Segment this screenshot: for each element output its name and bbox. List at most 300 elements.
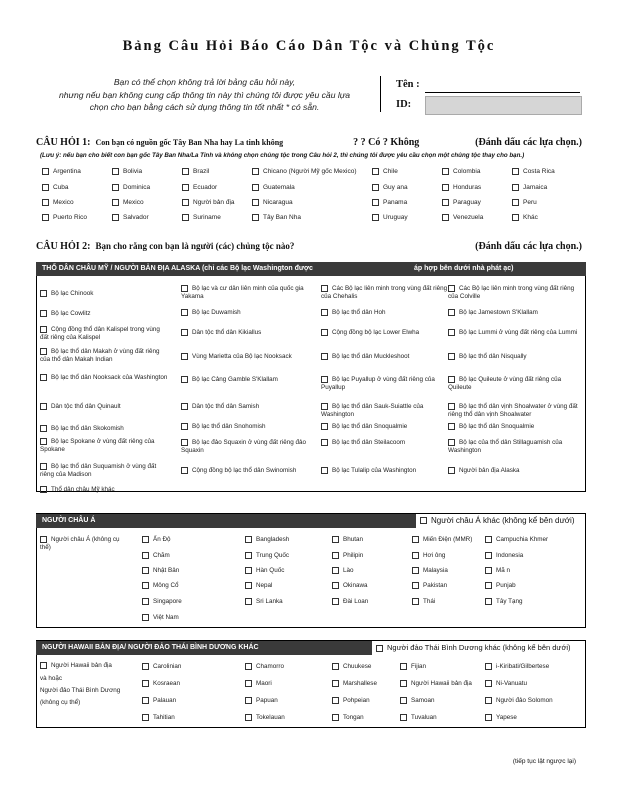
- asian-option-label: Việt Nam: [153, 614, 179, 622]
- asian-option[interactable]: [142, 582, 232, 590]
- asian-unspecified-label: Người châu Á (không cụ thể): [40, 536, 120, 552]
- hispanic-option[interactable]: [372, 168, 398, 175]
- asian-option[interactable]: [245, 552, 335, 560]
- asian-other-label: Người châu Á khác (không kể bên dưới): [431, 516, 575, 525]
- checkbox[interactable]: [181, 403, 188, 410]
- hispanic-option[interactable]: [372, 184, 408, 191]
- checkbox[interactable]: [181, 329, 188, 336]
- checkbox[interactable]: [321, 376, 328, 383]
- native-option[interactable]: [40, 310, 170, 318]
- native-option-label: Cộng đồng bộ lạc Lower Elwha: [332, 329, 420, 337]
- checkbox[interactable]: [42, 168, 49, 175]
- checkbox[interactable]: [245, 680, 252, 687]
- checkbox[interactable]: [420, 517, 427, 524]
- checkbox[interactable]: [412, 552, 419, 559]
- native-option-label: Bộ lạc Tulalip của Washington: [332, 467, 417, 475]
- native-option[interactable]: [448, 439, 578, 455]
- hispanic-option[interactable]: [112, 214, 149, 221]
- asian-option[interactable]: [142, 536, 232, 544]
- hispanic-option[interactable]: [112, 199, 144, 206]
- pacific-option[interactable]: [485, 697, 585, 705]
- checkbox[interactable]: [142, 697, 149, 704]
- native-option[interactable]: [321, 467, 451, 475]
- hispanic-option[interactable]: [512, 214, 538, 221]
- pacific-option-label: Maori: [256, 680, 272, 688]
- checkbox[interactable]: [40, 310, 47, 317]
- checkbox[interactable]: [182, 199, 189, 206]
- native-option[interactable]: [181, 439, 311, 455]
- native-option-label: Bộ lạc thổ dân Nooksack của Washington: [51, 374, 168, 382]
- native-option[interactable]: [40, 425, 170, 433]
- checkbox[interactable]: [40, 374, 47, 381]
- checkbox[interactable]: [321, 309, 328, 316]
- checkbox[interactable]: [512, 184, 519, 191]
- asian-unspecified[interactable]: [40, 536, 130, 552]
- checkbox[interactable]: [40, 662, 47, 669]
- hispanic-option-label: Colombia: [453, 168, 481, 176]
- native-option[interactable]: [321, 439, 451, 447]
- checkbox[interactable]: [442, 214, 449, 221]
- asian-option[interactable]: [245, 567, 335, 575]
- native-option-label: Dân tộc thổ dân Quinault: [51, 403, 121, 411]
- checkbox[interactable]: [42, 214, 49, 221]
- checkbox[interactable]: [400, 663, 407, 670]
- checkbox[interactable]: [142, 567, 149, 574]
- checkbox[interactable]: [321, 439, 328, 446]
- checkbox[interactable]: [142, 598, 149, 605]
- asian-option-label: Sri Lanka: [256, 598, 283, 606]
- checkbox[interactable]: [181, 353, 188, 360]
- pacific-option-label: Fijian: [411, 663, 427, 671]
- question-1-label: CÂU HỎI 1:: [36, 137, 91, 148]
- pacific-option[interactable]: [245, 714, 345, 722]
- checkbox[interactable]: [332, 598, 339, 605]
- asian-option[interactable]: [245, 582, 335, 590]
- hispanic-option-label: Bolivia: [123, 168, 143, 176]
- native-header-note: áp hợp bên dưới nhà phát ạc): [414, 265, 514, 272]
- checkbox[interactable]: [245, 697, 252, 704]
- checkbox[interactable]: [485, 598, 492, 605]
- checkbox[interactable]: [252, 214, 259, 221]
- pacific-option[interactable]: [485, 663, 585, 671]
- native-option-label: Bộ lạc của thổ dân Stillaguamish của Washington: [448, 439, 563, 455]
- checkbox[interactable]: [332, 680, 339, 687]
- hispanic-option-label: Chicano (Người Mỹ gốc Mexico): [263, 168, 357, 176]
- checkbox[interactable]: [181, 467, 188, 474]
- checkbox[interactable]: [182, 168, 189, 175]
- intro-line: nhưng nếu bạn không cung cấp thông tin này thì chúng tôi được yêu cầu lựa: [58, 89, 350, 100]
- native-option[interactable]: [40, 403, 170, 411]
- checkbox[interactable]: [376, 645, 383, 652]
- hispanic-option[interactable]: [252, 199, 293, 206]
- checkbox[interactable]: [245, 552, 252, 559]
- native-option-label: Bộ lạc đảo Squaxin ở vùng đất riêng đảo Squaxin: [181, 439, 307, 455]
- checkbox[interactable]: [181, 285, 188, 292]
- checkbox[interactable]: [245, 663, 252, 670]
- native-option[interactable]: [448, 309, 578, 317]
- asian-option-label: Okinawa: [343, 582, 368, 590]
- checkbox[interactable]: [448, 309, 455, 316]
- checkbox[interactable]: [245, 582, 252, 589]
- checkbox[interactable]: [442, 168, 449, 175]
- checkbox[interactable]: [142, 663, 149, 670]
- hispanic-option[interactable]: [112, 168, 142, 175]
- checkbox[interactable]: [40, 438, 47, 445]
- pacific-other-label: Người đảo Thái Bình Dương khác (không kể bên dưới): [387, 643, 571, 652]
- intro-line: chọn cho bạn bằng cách sử dụng thông tin tốt nhất * có sẵn.: [89, 102, 320, 112]
- asian-option[interactable]: [142, 614, 232, 622]
- question-1-header: [36, 137, 582, 148]
- checkbox[interactable]: [442, 184, 449, 191]
- hispanic-option-label: Cuba: [53, 184, 69, 192]
- native-option[interactable]: [321, 309, 451, 317]
- pacific-option-label: Samoan: [411, 697, 435, 705]
- checkbox[interactable]: [400, 697, 407, 704]
- asian-option-label: Chăm: [153, 552, 170, 560]
- checkbox[interactable]: [485, 714, 492, 721]
- checkbox[interactable]: [321, 423, 328, 430]
- checkbox[interactable]: [332, 567, 339, 574]
- checkbox[interactable]: [512, 168, 519, 175]
- native-option[interactable]: [181, 403, 311, 411]
- name-label: Tên :: [396, 79, 420, 90]
- hispanic-option-label: Uruguay: [383, 214, 408, 222]
- asian-option-label: Mông Cổ: [153, 582, 179, 590]
- checkbox[interactable]: [142, 536, 149, 543]
- native-option-label: Bộ lạc thổ dân Hoh: [332, 309, 386, 317]
- asian-option[interactable]: [332, 536, 422, 544]
- asian-option[interactable]: [245, 536, 335, 544]
- checkbox[interactable]: [485, 567, 492, 574]
- asian-option[interactable]: [142, 567, 232, 575]
- hispanic-option[interactable]: [42, 184, 69, 191]
- checkbox[interactable]: [245, 598, 252, 605]
- checkbox[interactable]: [42, 199, 49, 206]
- checkbox[interactable]: [321, 353, 328, 360]
- asian-option[interactable]: [485, 552, 575, 560]
- hispanic-option-label: Suriname: [193, 214, 221, 222]
- pacific-option[interactable]: [245, 663, 345, 671]
- native-option[interactable]: [448, 467, 578, 475]
- native-option[interactable]: [181, 423, 311, 431]
- hispanic-option-label: Paraguay: [453, 199, 481, 207]
- checkbox[interactable]: [252, 168, 259, 175]
- checkbox[interactable]: [321, 329, 328, 336]
- hispanic-option-label: Puerto Rico: [53, 214, 87, 222]
- native-option-label: Bộ lạc thổ dân Snoqualmie: [459, 423, 535, 431]
- checkbox[interactable]: [245, 714, 252, 721]
- native-option[interactable]: [448, 353, 578, 361]
- native-option[interactable]: [40, 438, 170, 454]
- hispanic-option-label: Salvador: [123, 214, 149, 222]
- hispanic-option[interactable]: [252, 184, 295, 191]
- checkbox[interactable]: [321, 403, 328, 410]
- hispanic-option-label: Jamaica: [523, 184, 548, 192]
- asian-option[interactable]: [332, 582, 422, 590]
- pacific-option-label: Người đảo Solomon: [496, 697, 553, 705]
- asian-option-label: Campuchia Khmer: [496, 536, 549, 544]
- native-option-label: Các Bộ lạc liên minh trong vùng đất riêng của Chehalis: [321, 285, 448, 301]
- asian-option-label: Pakistan: [423, 582, 448, 590]
- asian-option[interactable]: [332, 552, 422, 560]
- checkbox[interactable]: [512, 199, 519, 206]
- asian-option-label: Thái: [423, 598, 436, 606]
- asian-option-label: Nhật Bản: [153, 567, 180, 575]
- checkbox[interactable]: [40, 463, 47, 470]
- checkbox[interactable]: [42, 184, 49, 191]
- hispanic-option-label: Peru: [523, 199, 537, 207]
- checkbox[interactable]: [182, 184, 189, 191]
- question-1-instruction: (Đánh dấu các lựa chọn.): [475, 137, 582, 148]
- native-option[interactable]: [181, 309, 311, 317]
- native-option-label: Bộ lạc Cảng Gamble S'Klallam: [192, 376, 278, 384]
- checkbox[interactable]: [412, 598, 419, 605]
- hispanic-option[interactable]: [442, 168, 480, 175]
- hispanic-option[interactable]: [42, 214, 87, 221]
- native-option[interactable]: [321, 353, 451, 361]
- checkbox[interactable]: [485, 582, 492, 589]
- checkbox[interactable]: [321, 467, 328, 474]
- hispanic-option[interactable]: [442, 199, 481, 206]
- asian-option-label: Indonesia: [496, 552, 524, 560]
- pacific-option-label: Kosraean: [153, 680, 180, 688]
- hispanic-option[interactable]: [442, 214, 483, 221]
- hispanic-option[interactable]: [252, 168, 357, 175]
- native-option[interactable]: [448, 329, 578, 337]
- checkbox[interactable]: [412, 567, 419, 574]
- checkbox[interactable]: [332, 536, 339, 543]
- hispanic-option[interactable]: [182, 168, 209, 175]
- native-option[interactable]: [181, 329, 311, 337]
- checkbox[interactable]: [40, 348, 47, 355]
- checkbox[interactable]: [400, 714, 407, 721]
- checkbox[interactable]: [142, 582, 149, 589]
- native-option[interactable]: [181, 285, 311, 301]
- checkbox[interactable]: [40, 290, 47, 297]
- pacific-option[interactable]: [485, 714, 585, 722]
- checkbox[interactable]: [485, 536, 492, 543]
- checkbox[interactable]: [372, 199, 379, 206]
- native-option-label: Bộ lạc thổ dân Nisqually: [459, 353, 527, 361]
- checkbox[interactable]: [448, 376, 455, 383]
- hispanic-option[interactable]: [42, 199, 74, 206]
- checkbox[interactable]: [181, 423, 188, 430]
- hispanic-option-label: Brazil: [193, 168, 210, 176]
- name-field[interactable]: [425, 92, 580, 93]
- native-option[interactable]: [321, 423, 451, 431]
- checkbox[interactable]: [448, 329, 455, 336]
- asian-option[interactable]: [142, 552, 232, 560]
- checkbox[interactable]: [40, 326, 47, 333]
- checkbox[interactable]: [485, 552, 492, 559]
- hispanic-option-label: Dominica: [123, 184, 151, 192]
- pacific-unspecified-label: Người Hawaii bản địa: [51, 662, 112, 670]
- checkbox[interactable]: [112, 168, 119, 175]
- checkbox[interactable]: [448, 439, 455, 446]
- native-option[interactable]: [40, 486, 170, 494]
- native-option[interactable]: [40, 463, 170, 479]
- checkbox[interactable]: [332, 697, 339, 704]
- hispanic-option[interactable]: [42, 168, 81, 175]
- hispanic-option[interactable]: [512, 168, 555, 175]
- checkbox[interactable]: [485, 697, 492, 704]
- pacific-option[interactable]: [245, 680, 345, 688]
- pacific-header: NGƯỜI HAWAII BẢN ĐỊA/ NGƯỜI ĐẢO THÁI BÌNH DƯƠNG KHÁC: [36, 641, 372, 655]
- checkbox[interactable]: [332, 714, 339, 721]
- pacific-option[interactable]: [485, 680, 585, 688]
- hispanic-option-label: Ecuador: [193, 184, 218, 192]
- asian-option[interactable]: [245, 598, 335, 606]
- pacific-option[interactable]: [142, 697, 242, 705]
- checkbox[interactable]: [245, 567, 252, 574]
- checkbox[interactable]: [182, 214, 189, 221]
- checkbox[interactable]: [252, 184, 259, 191]
- checkbox[interactable]: [372, 214, 379, 221]
- checkbox[interactable]: [442, 199, 449, 206]
- divider: [380, 76, 381, 112]
- checkbox[interactable]: [321, 285, 328, 292]
- hispanic-option[interactable]: [512, 184, 547, 191]
- native-header: [36, 262, 586, 276]
- native-option[interactable]: [40, 326, 170, 342]
- hispanic-option[interactable]: [252, 214, 301, 221]
- asian-option-label: Mã n: [496, 567, 510, 575]
- checkbox[interactable]: [142, 680, 149, 687]
- native-option-label: Bộ lạc Chinook: [51, 290, 94, 298]
- pacific-option-label: Ni-Vanuatu: [496, 680, 528, 688]
- checkbox[interactable]: [448, 353, 455, 360]
- checkbox[interactable]: [448, 403, 455, 410]
- native-option[interactable]: [448, 403, 578, 419]
- checkbox[interactable]: [252, 199, 259, 206]
- pacific-option-label: Tongan: [343, 714, 364, 722]
- checkbox[interactable]: [142, 614, 149, 621]
- pacific-other-option[interactable]: [376, 641, 571, 655]
- hispanic-option[interactable]: [512, 199, 537, 206]
- asian-option-label: Punjab: [496, 582, 516, 590]
- native-header-text: THỔ DÂN CHÂU MỸ / NGƯỜI BẢN ĐỊA ALASKA (chỉ các Bộ lạc Washington được: [42, 265, 313, 272]
- hispanic-option[interactable]: [182, 214, 221, 221]
- checkbox[interactable]: [112, 199, 119, 206]
- native-option-label: Bộ lạc Duwamish: [192, 309, 241, 317]
- asian-option[interactable]: [485, 598, 575, 606]
- native-option[interactable]: [40, 290, 170, 298]
- checkbox[interactable]: [245, 536, 252, 543]
- native-option-label: Bộ lạc thổ dân Makah ở vùng đất riêng của thổ dân Makah Indian: [40, 348, 160, 364]
- asian-option-label: Đài Loan: [343, 598, 369, 606]
- native-option[interactable]: [181, 376, 311, 384]
- native-option[interactable]: [181, 353, 311, 361]
- native-option[interactable]: [40, 348, 170, 364]
- native-option[interactable]: [321, 285, 451, 301]
- hispanic-option-label: Panama: [383, 199, 408, 207]
- pacific-option[interactable]: [245, 697, 345, 705]
- asian-other-option[interactable]: [420, 514, 575, 528]
- checkbox[interactable]: [448, 467, 455, 474]
- native-option-label: Cộng đồng thổ dân Kalispel trong vùng đất riêng của Kalispel: [40, 326, 160, 342]
- checkbox[interactable]: [412, 582, 419, 589]
- pacific-option-label: Palauan: [153, 697, 177, 705]
- id-field[interactable]: [425, 96, 582, 115]
- checkbox[interactable]: [40, 536, 47, 543]
- checkbox[interactable]: [40, 425, 47, 432]
- native-option[interactable]: [181, 467, 311, 475]
- checkbox[interactable]: [485, 663, 492, 670]
- pacific-option-label: Tokelauan: [256, 714, 285, 722]
- checkbox[interactable]: [372, 184, 379, 191]
- asian-option[interactable]: [142, 598, 232, 606]
- checkbox[interactable]: [181, 439, 188, 446]
- hispanic-option-label: Khác: [523, 214, 538, 222]
- hispanic-option[interactable]: [182, 184, 217, 191]
- native-option[interactable]: [321, 376, 451, 392]
- native-option[interactable]: [448, 423, 578, 431]
- hispanic-option[interactable]: [182, 199, 235, 206]
- asian-option[interactable]: [485, 567, 575, 575]
- asian-option[interactable]: [485, 536, 575, 544]
- checkbox[interactable]: [332, 663, 339, 670]
- native-option[interactable]: [321, 403, 451, 419]
- asian-option[interactable]: [332, 567, 422, 575]
- checkbox[interactable]: [400, 680, 407, 687]
- checkbox[interactable]: [112, 214, 119, 221]
- checkbox[interactable]: [40, 486, 47, 493]
- question-2-header: [36, 241, 582, 252]
- question-1-answers[interactable]: ? ? Có ? Không: [353, 137, 420, 148]
- pacific-option-label: Tuvaluan: [411, 714, 437, 722]
- native-option[interactable]: [40, 374, 170, 382]
- hispanic-option[interactable]: [372, 214, 408, 221]
- checkbox[interactable]: [112, 184, 119, 191]
- pacific-option[interactable]: [142, 714, 242, 722]
- checkbox[interactable]: [448, 423, 455, 430]
- hispanic-option[interactable]: [372, 199, 407, 206]
- native-option-label: Bộ lạc thổ dân Suquamish ở vùng đất riêng của Madison: [40, 463, 157, 479]
- pacific-unspecified[interactable]: [40, 662, 130, 707]
- native-option-label: Bộ lạc Puyallup ở vùng đất riêng của Puyallup: [321, 376, 435, 392]
- asian-option-label: Bhutan: [343, 536, 363, 544]
- pacific-option[interactable]: [142, 680, 242, 688]
- intro-line: Bạn có thể chọn không trả lời bảng câu hỏi này,: [113, 77, 296, 87]
- checkbox[interactable]: [332, 552, 339, 559]
- asian-option-label: Lào: [343, 567, 354, 575]
- checkbox[interactable]: [448, 285, 455, 292]
- checkbox[interactable]: [142, 552, 149, 559]
- native-option[interactable]: [448, 285, 578, 301]
- pacific-unspecified-label: (không cụ thể): [40, 699, 81, 707]
- checkbox[interactable]: [40, 403, 47, 410]
- checkbox[interactable]: [332, 582, 339, 589]
- hispanic-option[interactable]: [442, 184, 481, 191]
- checkbox[interactable]: [372, 168, 379, 175]
- pacific-option[interactable]: [142, 663, 242, 671]
- native-option[interactable]: [321, 329, 451, 337]
- hispanic-option-label: Người bản địa: [193, 199, 235, 207]
- checkbox[interactable]: [181, 309, 188, 316]
- asian-option[interactable]: [485, 582, 575, 590]
- checkbox[interactable]: [412, 536, 419, 543]
- checkbox[interactable]: [512, 214, 519, 221]
- hispanic-option[interactable]: [112, 184, 150, 191]
- checkbox[interactable]: [485, 680, 492, 687]
- checkbox[interactable]: [181, 376, 188, 383]
- native-option-label: Bộ lạc Spokane ở vùng đất riêng của Spokane: [40, 438, 155, 454]
- native-option[interactable]: [448, 376, 578, 392]
- checkbox[interactable]: [142, 714, 149, 721]
- native-option-label: Cộng đồng bộ lạc thổ dân Swinomish: [192, 467, 297, 475]
- native-option-label: Bộ lạc Quileute ở vùng đất riêng của Quileute: [448, 376, 562, 392]
- asian-option[interactable]: [332, 598, 422, 606]
